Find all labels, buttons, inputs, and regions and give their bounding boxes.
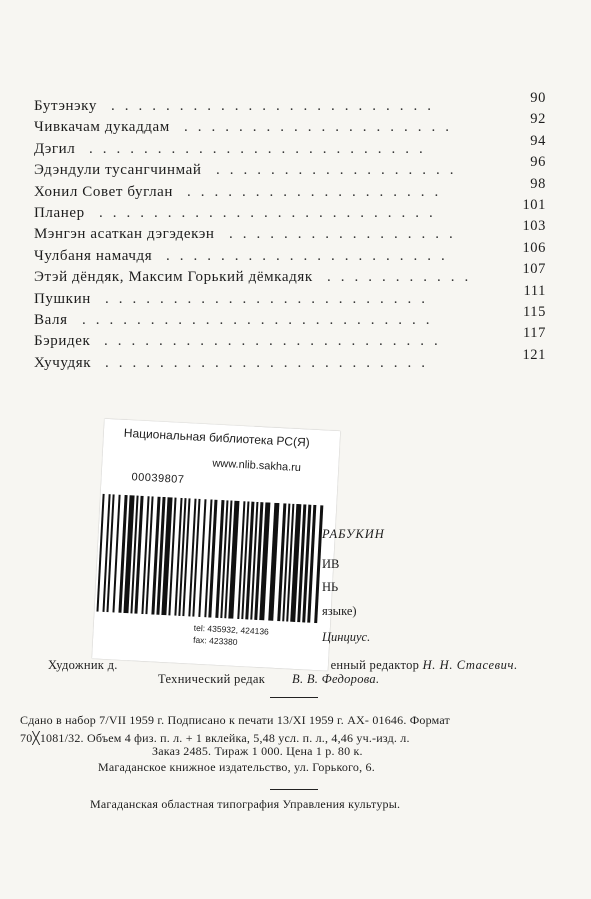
toc-entry bbox=[34, 303, 546, 331]
toc-entry-page: 117 bbox=[522, 325, 546, 342]
toc-entry bbox=[34, 132, 546, 160]
publisher-line: Магаданское книжное издательство, ул. Горького, 6. bbox=[98, 760, 375, 774]
dot-leader: .................. bbox=[216, 162, 464, 179]
toc-entry-title: Бутэнэку bbox=[34, 98, 97, 114]
toc-entry-page: 90 bbox=[530, 90, 546, 106]
library-fax: fax: 423380 bbox=[192, 634, 238, 648]
toc-entry-page: 115 bbox=[522, 303, 546, 320]
library-website: www.nlib.sakha.ru bbox=[212, 457, 302, 475]
credit-fragment-3: НЬ bbox=[322, 580, 339, 594]
barcode-number: 00039807 bbox=[131, 471, 185, 487]
tech-editor-line bbox=[158, 672, 379, 687]
dot-leader: ......................... bbox=[89, 140, 433, 157]
tech-editor-name: В. В. Федорова. bbox=[292, 672, 380, 686]
toc-entry bbox=[34, 196, 546, 224]
library-phone: tel: 435932, 424136 bbox=[193, 622, 270, 637]
toc-entry-page: 98 bbox=[530, 175, 546, 192]
imprint-line-3: Заказ 2485. Тираж 1 000. Цена 1 р. 80 к. bbox=[152, 744, 363, 758]
toc-entry-title: Хонил Совет буглан bbox=[34, 183, 174, 200]
imprint-line-2: 70╳1081/32. Объем 4 физ. п. л. + 1 вклейка, 5,48 усл. п. л., 4,46 уч.-изд. л. bbox=[20, 731, 410, 745]
toc-entry-page: 106 bbox=[522, 239, 546, 256]
toc-entry bbox=[34, 154, 546, 181]
toc-entry bbox=[34, 282, 546, 310]
divider bbox=[270, 789, 318, 790]
toc-entry-title: Эдэндули тусангчинмай bbox=[34, 162, 202, 179]
barcode-bar bbox=[178, 498, 186, 616]
artist-prefix: Художник д. bbox=[48, 658, 118, 672]
toc-entry-page: 121 bbox=[522, 346, 546, 363]
toc-entry-title: Пушкин bbox=[34, 290, 91, 307]
barcode-bar bbox=[268, 503, 279, 621]
credit-fragment-1: РАБУКИН bbox=[322, 527, 385, 541]
toc-entry-page: 92 bbox=[530, 111, 546, 128]
library-barcode-sticker bbox=[92, 419, 349, 676]
dot-leader: ......................... bbox=[104, 333, 448, 350]
divider bbox=[270, 697, 318, 698]
table-of-contents bbox=[34, 90, 546, 374]
toc-entry bbox=[34, 218, 546, 245]
dot-leader: .................... bbox=[184, 119, 459, 136]
toc-entry bbox=[34, 175, 546, 203]
credit-fragment-5: Цинциус. bbox=[322, 630, 371, 644]
toc-entry bbox=[34, 90, 546, 117]
imprint-line-1: Сдано в набор 7/VII 1959 г. Подписано к печати 13/XI 1959 г. АХ- 01646. Формат bbox=[20, 713, 450, 727]
toc-entry bbox=[34, 261, 546, 288]
dot-leader: ................. bbox=[229, 226, 463, 243]
toc-entry bbox=[34, 239, 546, 267]
dot-leader: ........................ bbox=[105, 354, 435, 371]
toc-entry bbox=[34, 111, 546, 138]
barcode-icon bbox=[94, 494, 326, 624]
dot-leader: ......................... bbox=[99, 204, 443, 221]
toc-entry-title: Дэгил bbox=[34, 140, 76, 157]
credit-fragment-4: языке) bbox=[322, 604, 357, 618]
toc-entry-title: Этэй дёндяк, Максим Горький дёмкадяк bbox=[34, 269, 313, 286]
printer-line: Магаданская областная типография Управления культуры. bbox=[90, 797, 401, 811]
credit-fragment-2: ИВ bbox=[322, 557, 340, 571]
dot-leader: ..................... bbox=[166, 247, 455, 264]
library-name: Национальная библиотека РС(Я) bbox=[123, 425, 311, 450]
dot-leader: ........... bbox=[327, 269, 479, 286]
toc-entry-page: 96 bbox=[530, 154, 546, 171]
toc-entry-title: Чулбаня намачдя bbox=[34, 247, 153, 264]
dot-leader: ........................ bbox=[111, 98, 441, 114]
toc-entry-title: Мэнгэн асаткан дэгэдекэн bbox=[34, 226, 215, 243]
dot-leader: ................... bbox=[187, 183, 449, 200]
toc-entry-page: 101 bbox=[522, 196, 546, 213]
toc-entry-title: Планер bbox=[34, 204, 85, 221]
toc-entry bbox=[34, 325, 546, 352]
toc-entry-title: Бэридек bbox=[34, 333, 91, 350]
toc-entry-page: 111 bbox=[523, 282, 546, 299]
toc-entry-title: Хучудяк bbox=[34, 354, 92, 371]
toc-entry bbox=[34, 346, 546, 374]
toc-entry-page: 107 bbox=[522, 261, 546, 278]
tech-editor-label: Технический редак bbox=[158, 672, 266, 686]
editor-name: Н. Н. Стасевич. bbox=[422, 658, 518, 672]
toc-entry-page: 103 bbox=[522, 218, 546, 235]
editor-label: енный редактор bbox=[330, 658, 420, 672]
sticker-paper bbox=[92, 419, 340, 671]
artist-editor-line bbox=[48, 658, 518, 673]
dot-leader: .......................... bbox=[82, 311, 440, 328]
dot-leader: ........................ bbox=[105, 290, 435, 307]
toc-entry-title: Валя bbox=[34, 311, 68, 328]
toc-entry-title: Чивкачам дукаддам bbox=[34, 119, 170, 136]
toc-entry-page: 94 bbox=[530, 132, 546, 149]
